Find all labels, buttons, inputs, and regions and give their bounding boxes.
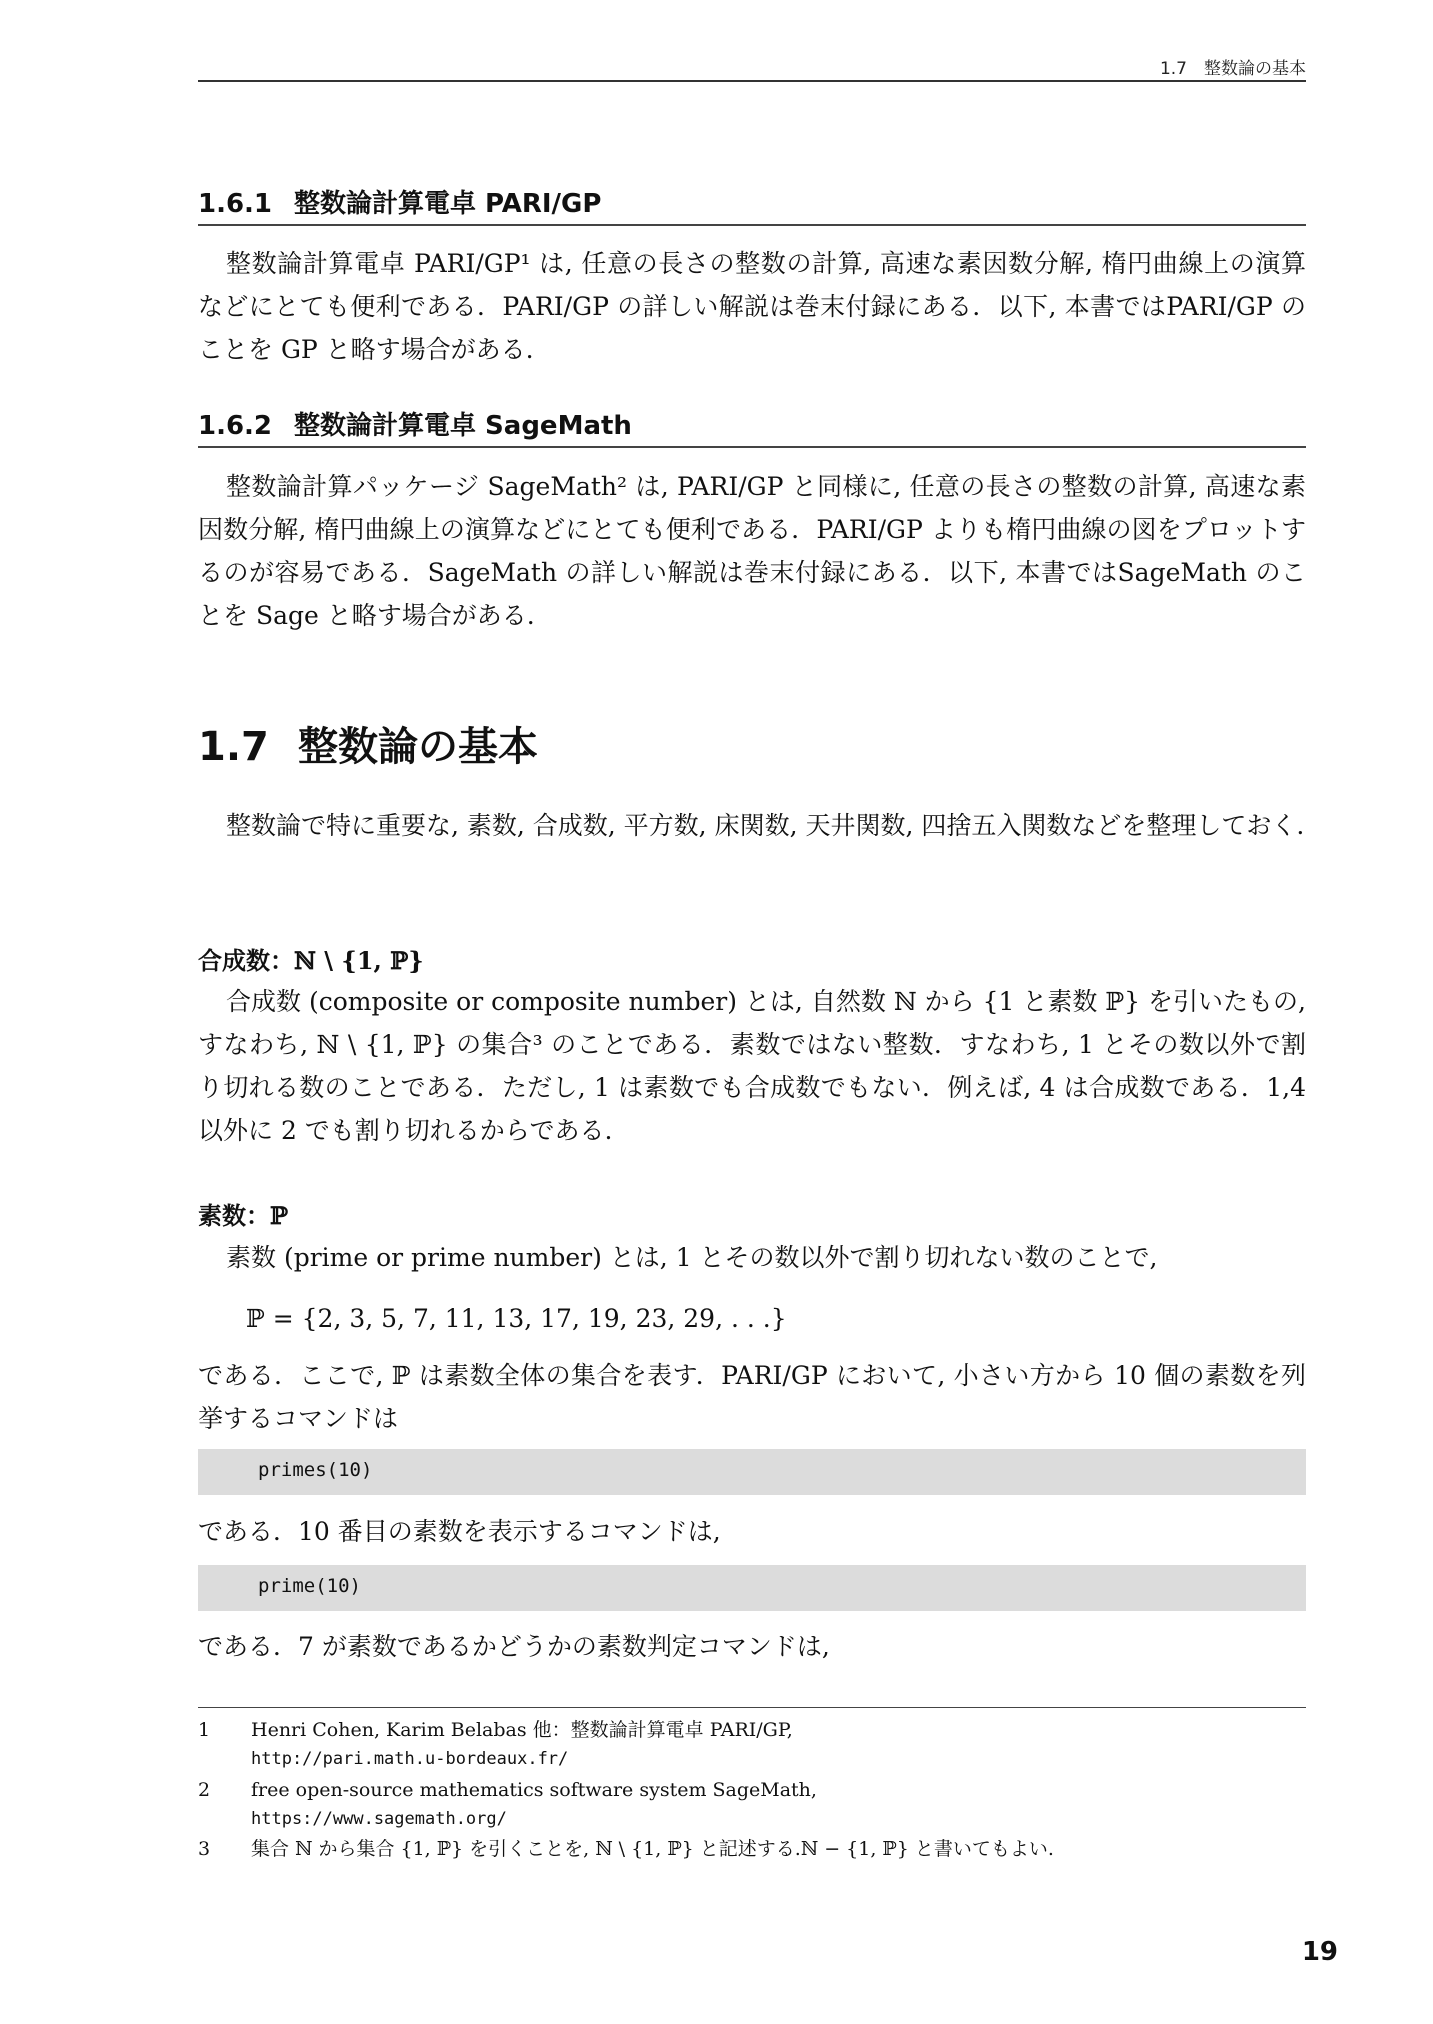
subsection-number: 1.6.2 [198, 411, 273, 441]
header-rule [198, 80, 1306, 82]
section-title: 整数論の基本 [298, 724, 538, 770]
display-formula-primes: ℙ = {2, 3, 5, 7, 11, 13, 17, 19, 23, 29, . . .} [246, 1304, 787, 1333]
definition-label-text: 素数： [198, 1202, 270, 1230]
footnote-number: 3 [198, 1838, 211, 1860]
code-text: primes(10) [258, 1459, 373, 1481]
code-text: prime(10) [258, 1575, 361, 1597]
paragraph-after-code2: である．7 が素数であるかどうかの素数判定コマンドは, [198, 1632, 830, 1661]
subsection-number: 1.6.1 [198, 189, 273, 219]
paragraph-composite: 合成数 (composite or composite number) とは, 自然数 ℕ から {1 と素数 ℙ} を引いたもの,すなわち, ℕ \ {1, ℙ} の集合³ のことである．素数ではない整数．すなわち, 1 とその数以外で割り切れる数のことである．ただし, 1 は素数でも合成数でもない．例えば, 4 は合成数である．1,4 以外に 2 でも割り切れるからである. [198, 987, 1306, 1145]
definition-label-composite [198, 941, 424, 976]
subsection-title: 整数論計算電卓 SageMath [294, 411, 632, 441]
footnote-rule [198, 1707, 1306, 1708]
subsection-heading-1-6-2 [198, 405, 1306, 442]
footnote-number: 2 [198, 1779, 211, 1801]
footnote-text: 集合 ℕ から集合 {1, ℙ} を引くことを, ℕ \ {1, ℙ} と記述する.ℕ − {1, ℙ} と書いてもよい. [251, 1838, 1054, 1860]
subsection-heading-1-6-1 [198, 183, 1306, 220]
subsection-rule [198, 224, 1306, 226]
running-header: 1.7 整数論の基本 [1159, 59, 1306, 79]
paragraph-prime-after: である．ここで, ℙ は素数全体の集合を表す．PARI/GP において, 小さい方から 10 個の素数を列挙するコマンドは [198, 1361, 1306, 1433]
footnote-link[interactable]: http://pari.math.u-bordeaux.fr/ [251, 1749, 569, 1769]
footnote-number: 1 [198, 1719, 211, 1741]
section-number: 1.7 [198, 724, 269, 770]
footnote-text: free open-source mathematics software system SageMath, [251, 1779, 817, 1801]
footnote-link[interactable]: https://www.sagemath.org/ [251, 1809, 507, 1829]
definition-label-prime [198, 1196, 288, 1231]
definition-label-text: 合成数： [198, 947, 294, 975]
paragraph-intro: 整数論で特に重要な, 素数, 合成数, 平方数, 床関数, 天井関数, 四捨五入関数などを整理しておく. [226, 811, 1305, 840]
footnote-text: Henri Cohen, Karim Belabas 他：整数論計算電卓 PARI/GP, [251, 1719, 793, 1741]
subsection-rule [198, 446, 1306, 448]
definition-label-math: ℕ \ {1, ℙ} [294, 946, 424, 975]
paragraph-prime-intro: 素数 (prime or prime number) とは, 1 とその数以外で割り切れない数のことで, [226, 1243, 1158, 1272]
definition-label-math: ℙ [270, 1201, 289, 1230]
paragraph-sagemath: 整数論計算パッケージ SageMath² は, PARI/GP と同様に, 任意の長さの整数の計算, 高速な素因数分解, 楕円曲線上の演算などにとても便利である．PARI/GP よりも楕円曲線の図をプロットするのが容易である．SageMath の詳しい解説は巻末付録にある．以下, 本書ではSageMath のことを Sage と略す場合がある. [198, 472, 1306, 630]
section-heading-1-7 [198, 715, 1306, 772]
paragraph-pari-gp: 整数論計算電卓 PARI/GP¹ は, 任意の長さの整数の計算, 高速な素因数分解, 楕円曲線上の演算などにとても便利である．PARI/GP の詳しい解説は巻末付録にある．以下, 本書ではPARI/GP のことを GP と略す場合がある. [198, 249, 1306, 364]
subsection-title: 整数論計算電卓 PARI/GP [294, 189, 602, 219]
paragraph-after-code1: である．10 番目の素数を表示するコマンドは, [198, 1517, 721, 1546]
code-block-prime [198, 1565, 1306, 1611]
page-number: 19 [1301, 1937, 1338, 1967]
code-block-primes [198, 1449, 1306, 1495]
